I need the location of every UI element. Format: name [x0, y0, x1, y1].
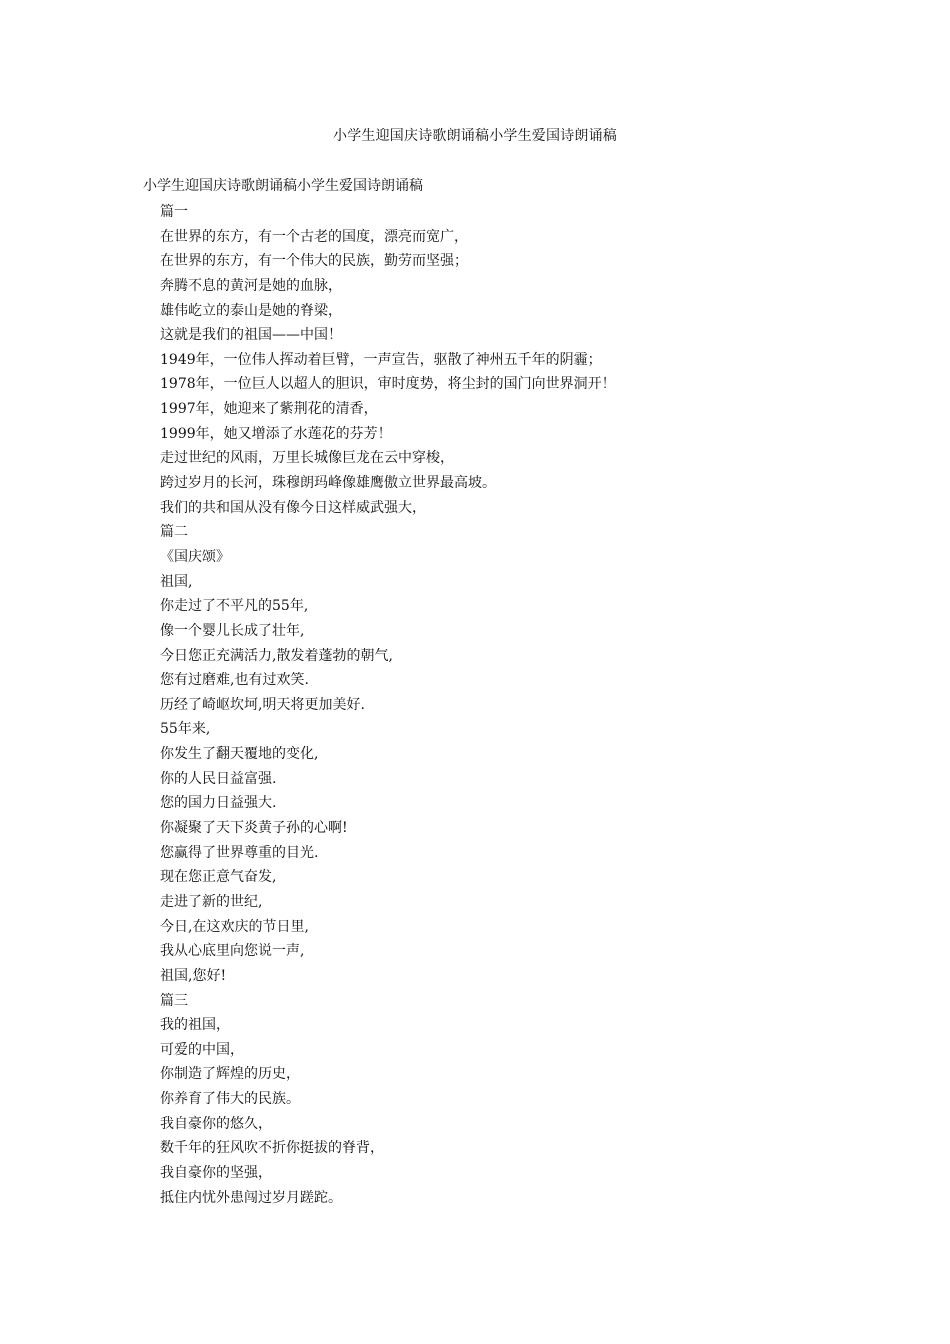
poem-line: 你制造了辉煌的历史， — [160, 1066, 300, 1083]
poem-line: 1997年，她迎来了紫荆花的清香， — [160, 401, 378, 418]
poem-line: 你的人民日益富强. — [160, 770, 277, 787]
poem-line: 祖国, — [160, 573, 193, 590]
poem-line: 1999年，她又增添了水莲花的芬芳！ — [160, 425, 392, 442]
poem-line: 这就是我们的祖国——中国！ — [160, 327, 342, 344]
poem-line: 我的祖国， — [160, 1017, 230, 1034]
poem-line: 我们的共和国从没有像今日这样威武强大， — [160, 499, 426, 516]
poem-body — [160, 202, 616, 1212]
poem-line: 历经了崎岖坎坷,明天将更加美好. — [160, 696, 365, 713]
poem-line: 您有过磨难,也有过欢笑. — [160, 672, 309, 689]
poem-line: 雄伟屹立的泰山是她的脊梁， — [160, 302, 342, 319]
poem-line: 您赢得了世界尊重的目光. — [160, 844, 319, 861]
poem-line: 今日您正充满活力,散发着蓬勃的朝气, — [160, 647, 393, 664]
poem-line: 我自豪你的悠久， — [160, 1115, 272, 1132]
poem-line: 你凝聚了天下炎黄子孙的心啊! — [160, 820, 348, 837]
poem-line: 我自豪你的坚强， — [160, 1164, 272, 1181]
poem-line: 《国庆颂》 — [160, 548, 230, 565]
poem-line: 抵住内忧外患闯过岁月蹉跎。 — [160, 1189, 342, 1206]
poem-line: 今日,在这欢庆的节日里, — [160, 918, 309, 935]
poem-line: 像一个婴儿长成了壮年, — [160, 622, 305, 639]
poem-line: 在世界的东方，有一个古老的国度，漂亮而宽广， — [160, 228, 468, 245]
poem-line: 奔腾不息的黄河是她的血脉， — [160, 277, 342, 294]
poem-line: 祖国,您好! — [160, 967, 227, 984]
document-title: 小学生迎国庆诗歌朗诵稿小学生爱国诗朗诵稿 — [333, 128, 617, 144]
poem-line: 篇一 — [160, 204, 188, 220]
poem-line: 现在您正意气奋发, — [160, 869, 277, 886]
poem-line: 篇三 — [160, 992, 188, 1009]
poem-line: 数千年的狂风吹不折你挺拔的脊背， — [160, 1140, 384, 1157]
poem-line: 走过世纪的风雨，万里长城像巨龙在云中穿梭， — [160, 450, 454, 467]
poem-line: 您的国力日益强大. — [160, 795, 277, 812]
poem-line: 你发生了翻天覆地的变化, — [160, 746, 319, 763]
poem-line: 你走过了不平凡的55年, — [160, 598, 309, 615]
poem-line: 走进了新的世纪, — [160, 893, 263, 910]
poem-line: 1978年，一位巨人以超人的胆识，审时度势，将尘封的国门向世界洞开！ — [160, 376, 616, 393]
poem-line: 可爱的中国， — [160, 1041, 244, 1058]
poem-line: 55年来, — [160, 721, 211, 738]
document-subtitle: 小学生迎国庆诗歌朗诵稿小学生爱国诗朗诵稿 — [143, 178, 423, 194]
poem-line: 我从心底里向您说一声, — [160, 943, 305, 960]
poem-line: 在世界的东方，有一个伟大的民族，勤劳而坚强； — [160, 253, 468, 270]
poem-line: 你养育了伟大的民族。 — [160, 1091, 300, 1108]
poem-line: 1949年，一位伟人挥动着巨臂，一声宣告，驱散了神州五千年的阴霾； — [160, 351, 602, 368]
poem-line: 篇二 — [160, 524, 188, 541]
poem-line: 跨过岁月的长河，珠穆朗玛峰像雄鹰傲立世界最高坡。 — [160, 475, 496, 492]
